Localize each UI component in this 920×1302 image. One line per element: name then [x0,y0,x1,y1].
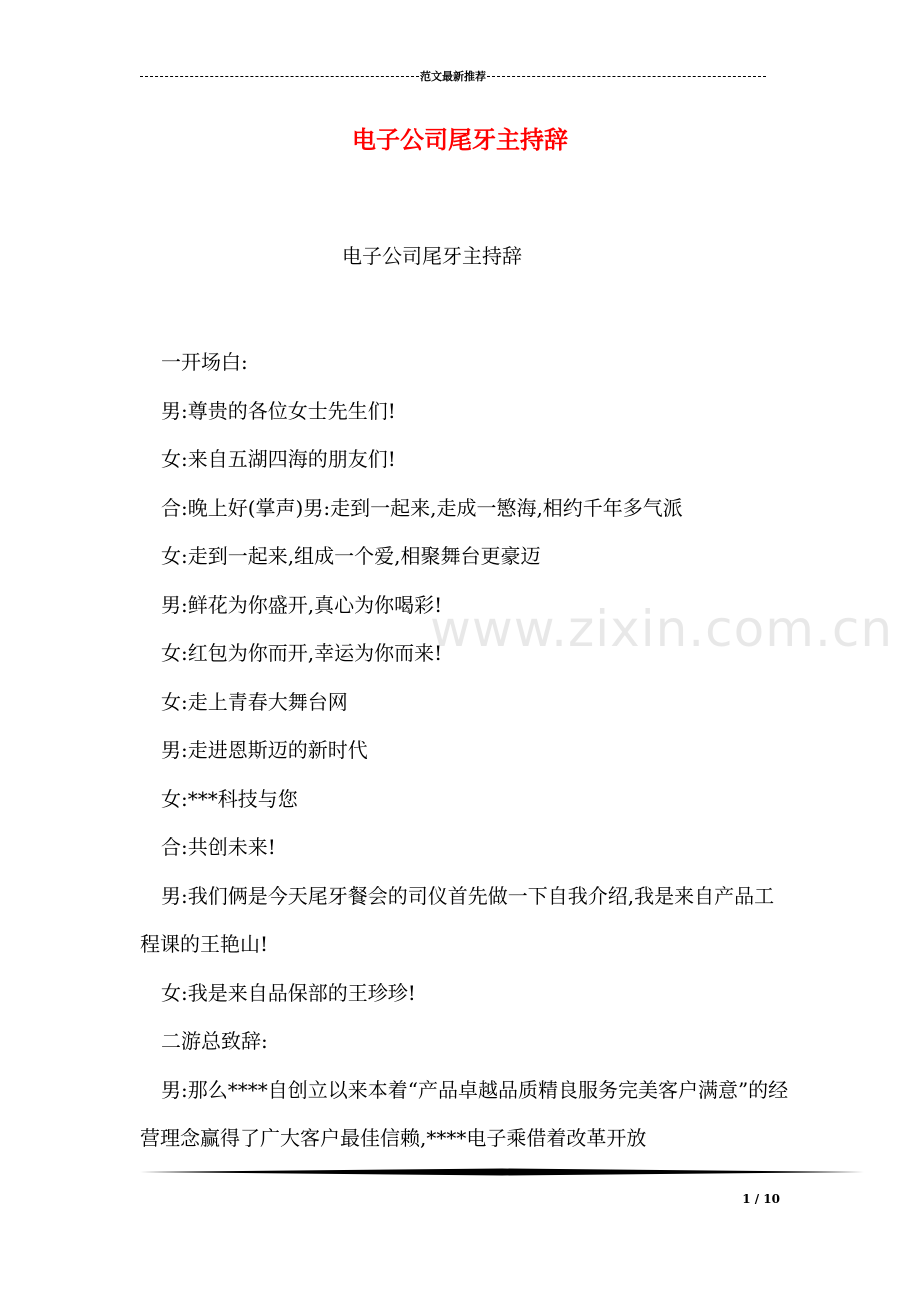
paragraph: 男:尊贵的各位女士先生们! [161,398,396,423]
paragraph: 女:走到一起来,组成一个爱,相聚舞台更豪迈 [161,544,541,568]
paragraph: 二游总致辞: [161,1029,268,1053]
paragraph: 女:走上青春大舞台网 [161,689,348,714]
page-number: 1 / 10 [742,1192,780,1206]
paragraph: 男:鲜花为你盛开,真心为你喝彩! [161,592,443,617]
paragraph: 女:我是来自品保部的王珍珍! [161,980,416,1005]
document-title: 电子公司尾牙主持辞 [352,125,568,154]
paragraph: 男:走进恩斯迈的新时代 [161,738,368,762]
paragraph: 女:红包为你而开,幸运为你而来! [161,641,443,665]
paragraph: 一开场白: [161,350,248,374]
document-body [140,338,790,1163]
paragraph: 女:***科技与您 [161,786,298,811]
footer-rule [140,1168,864,1176]
header-dash-left [140,76,419,77]
paragraph: 合:晚上好(掌声)男:走到一起来,走成一慜海,相约千年多气派 [161,495,683,520]
header-label: 范文最新推荐 [420,70,486,83]
page-header [140,68,766,84]
paragraph: 男:那么****自创立以来本着“产品卓越品质精良服务完美客户满意”的经营理念赢得了广大客户最佳信赖,****电子乘借着改革开放 [140,1077,789,1150]
watermark: www.zixin.com.cn [430,600,894,658]
paragraph: 男:我们俩是今天尾牙餐会的司仪首先做一下自我介绍,我是来自产品工程课的王艳山! [140,883,775,956]
header-dash-right [487,76,766,77]
paragraph: 女:来自五湖四海的朋友们! [161,447,396,471]
paragraph: 合:共创未来! [161,835,276,859]
document-subtitle: 电子公司尾牙主持辞 [342,244,522,268]
